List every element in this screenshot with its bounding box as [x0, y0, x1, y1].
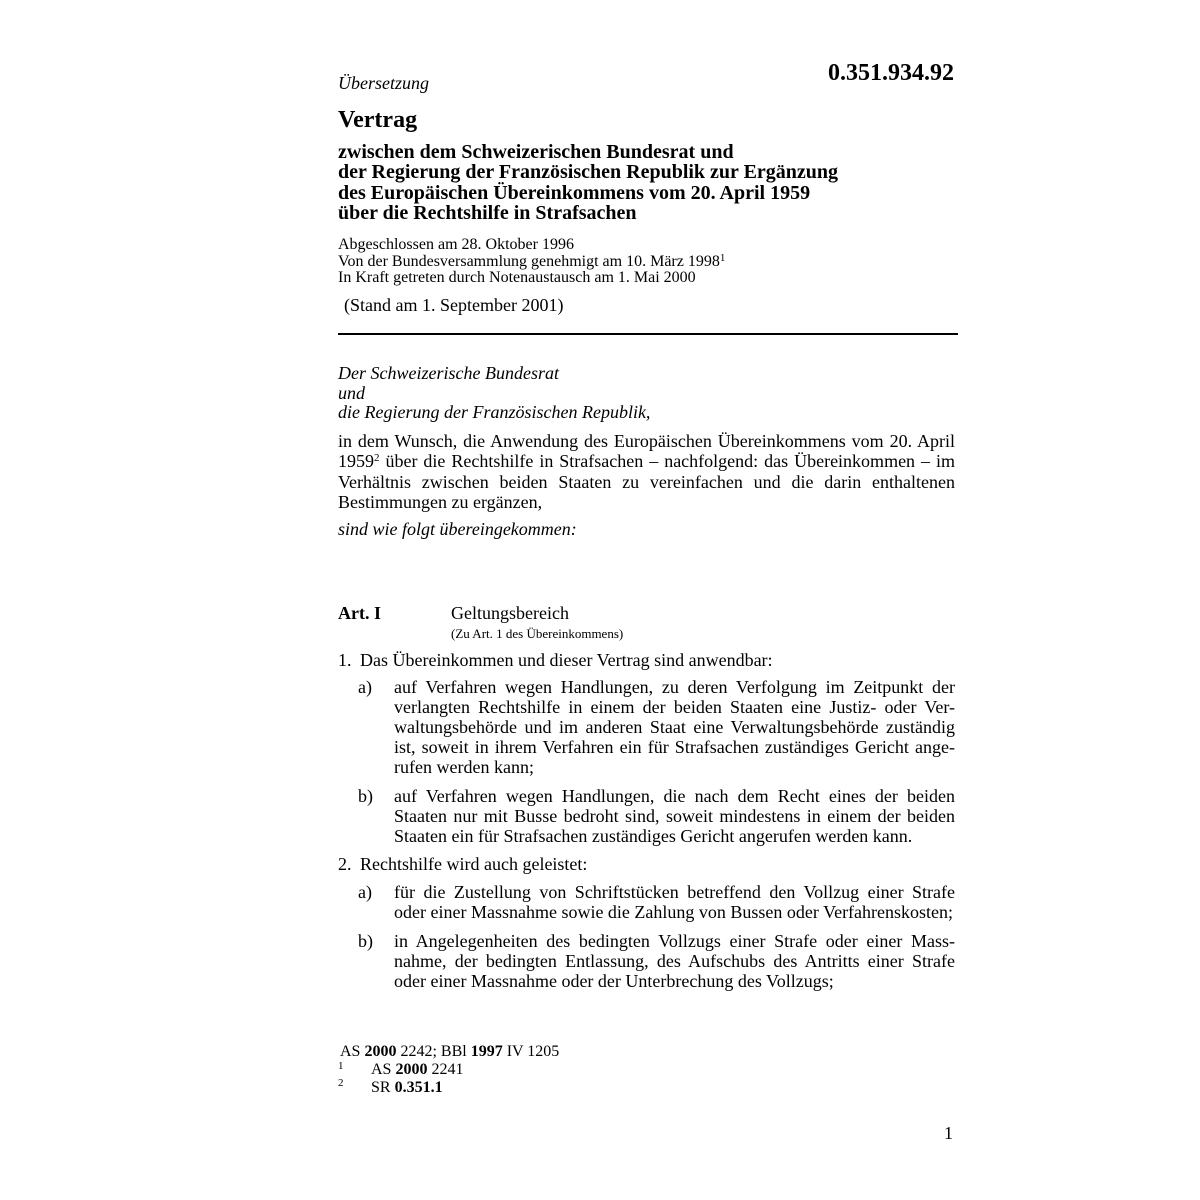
- date-in-force: In Kraft getreten durch Notenaustausch am 1. Mai 2000: [338, 269, 696, 286]
- footnote-marker: 1: [338, 1060, 344, 1072]
- item-line: ist, soweit in ihrem Verfahren ein für Strafsachen zuständiges Gericht ange-: [394, 737, 955, 757]
- preamble-agreed: sind wie folgt übereingekommen:: [338, 519, 577, 539]
- treaty-dates: [338, 237, 725, 287]
- item-label: b): [358, 786, 373, 806]
- subtitle-line: zwischen dem Schweizerischen Bundesrat und: [338, 141, 734, 163]
- whereas-line: Verhältnis zwischen beiden Staaten zu vereinfachen und die darin enthaltenen: [338, 471, 955, 492]
- paragraph-number: 2.: [338, 854, 352, 874]
- footnote-text: 2000: [395, 1061, 428, 1078]
- footnote-ref: 1: [719, 251, 726, 264]
- date-approved-line: [338, 251, 726, 271]
- treaty-subtitle: [338, 142, 838, 223]
- preamble-whereas: [338, 431, 955, 512]
- list-item: [394, 931, 955, 991]
- item-line: für die Zustellung von Schriftstücken betreffend den Vollzug einer Strafe: [394, 882, 955, 902]
- footnote-text: 1997: [470, 1043, 503, 1060]
- item-line: auf Verfahren wegen Handlungen, die nach dem Recht eines der beiden: [394, 786, 955, 806]
- item-label: a): [358, 882, 372, 902]
- footnote-text: 2000: [364, 1043, 397, 1060]
- preamble-parties: [338, 364, 650, 423]
- status-date: (Stand am 1. September 2001): [344, 295, 564, 315]
- item-label: b): [358, 931, 373, 951]
- footnote-1: [371, 1061, 463, 1079]
- party-line: Der Schweizerische Bundesrat: [338, 363, 559, 383]
- party-line: die Regierung der Französischen Republik,: [338, 402, 651, 422]
- footnote-source: [340, 1043, 559, 1061]
- article-reference: (Zu Art. 1 des Übereinkommens): [451, 626, 624, 641]
- subtitle-line: über die Rechtshilfe in Strafsachen: [338, 201, 637, 224]
- item-line: rufen werden kann;: [394, 757, 534, 777]
- item-line: Staaten ein für Strafsachen zuständiges Gericht angerufen werden kann.: [394, 826, 913, 846]
- footnote-ref: 2: [374, 452, 380, 465]
- footnote-text: 2242; BBl: [396, 1043, 471, 1060]
- item-line: nahme, der bedingten Entlassung, des Aufschubs des Antritts einer Strafe: [394, 951, 955, 971]
- list-item: [394, 677, 955, 777]
- footnote-text: AS: [340, 1043, 365, 1060]
- paragraph-text: Das Übereinkommen und dieser Vertrag sind anwendbar:: [360, 650, 773, 670]
- footnote-marker: 2: [338, 1077, 344, 1089]
- whereas-line: [338, 451, 955, 471]
- footnote-text: SR: [371, 1079, 395, 1096]
- subtitle-line: der Regierung der Französischen Republik zur Ergänzung: [338, 161, 839, 184]
- footnote-text: 2241: [427, 1061, 464, 1078]
- footnote-2: [371, 1079, 443, 1097]
- translation-note: Übersetzung: [338, 73, 429, 93]
- sr-number: 0.351.934.92: [828, 60, 954, 86]
- date-approved: Von der Bundesversammlung genehmigt am 10. März 1998: [338, 252, 720, 270]
- whereas-text: 1959: [338, 451, 374, 472]
- article-title: Geltungsbereich: [451, 603, 569, 623]
- list-item: [394, 882, 955, 922]
- footnote-text: IV 1205: [502, 1043, 560, 1060]
- footnote-text: AS: [371, 1061, 396, 1078]
- party-line: und: [338, 382, 365, 403]
- subtitle-line: des Europäischen Übereinkommens vom 20. April 1959: [338, 181, 811, 204]
- paragraph-text: Rechtshilfe wird auch geleistet:: [360, 854, 588, 874]
- whereas-text: über die Rechtshilfe in Strafsachen – nachfolgend: das Übereinkommen – im: [379, 451, 955, 472]
- item-line: oder einer Massnahme oder der Unterbrechung des Vollzugs;: [394, 971, 834, 991]
- whereas-line: Bestimmungen zu ergänzen,: [338, 491, 543, 512]
- item-line: Staaten nur mit Busse bedroht sind, soweit mindestens in einem der beiden: [394, 806, 955, 826]
- page-number: 1: [944, 1123, 953, 1143]
- treaty-title: Vertrag: [338, 107, 418, 133]
- item-line: waltungsbehörde und im anderen Staat eine Verwaltungsbehörde zuständig: [394, 717, 955, 737]
- header-rule: [338, 333, 958, 335]
- whereas-line: in dem Wunsch, die Anwendung des Europäischen Übereinkommens vom 20. April: [338, 431, 955, 451]
- item-label: a): [358, 677, 372, 697]
- paragraph-number: 1.: [338, 650, 352, 670]
- list-item: [394, 786, 955, 846]
- item-line: oder einer Massnahme sowie die Zahlung von Bussen oder Verfahrenskosten;: [394, 902, 954, 922]
- item-line: in Angelegenheiten des bedingten Vollzugs einer Strafe oder einer Mass-: [394, 931, 955, 951]
- footnote-text: 0.351.1: [394, 1079, 443, 1096]
- article-number: Art. I: [338, 603, 381, 623]
- item-line: auf Verfahren wegen Handlungen, zu deren Verfolgung im Zeitpunkt der: [394, 677, 955, 697]
- date-concluded: Abgeschlossen am 28. Oktober 1996: [338, 236, 574, 253]
- item-line: verlangten Rechtshilfe in einem der beiden Staaten eine Justiz- oder Ver-: [394, 697, 955, 717]
